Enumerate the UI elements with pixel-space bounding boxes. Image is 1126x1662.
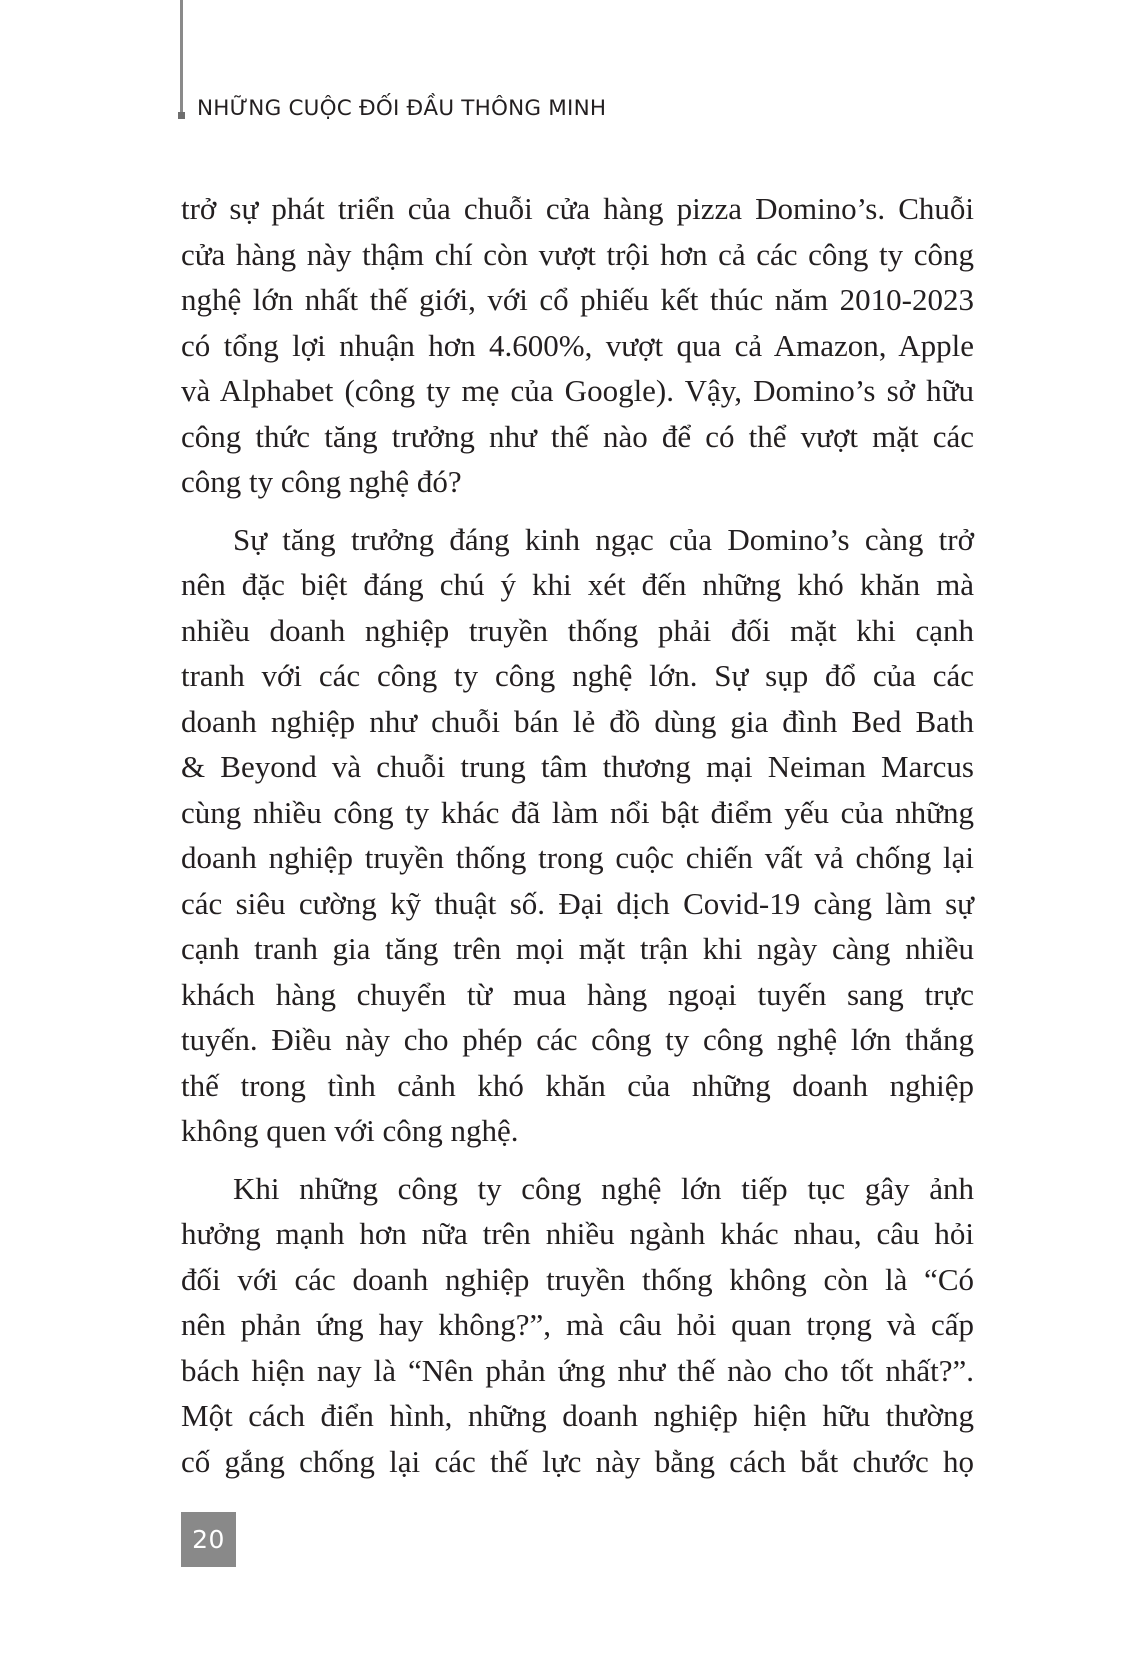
text-line: doanh nghiệp như chuỗi bán lẻ đồ dùng gia đình Bed Bath xyxy=(181,703,974,739)
text-line: & Beyond và chuỗi trung tâm thương mại Neiman Marcus xyxy=(181,749,974,784)
text-line: trở sự phát triển của chuỗi cửa hàng pizza Domino’s. Chuỗi xyxy=(181,191,974,226)
paragraph xyxy=(181,186,974,505)
text-line: bách hiện nay là “Nên phản ứng như thế nào cho tốt nhất?”. xyxy=(181,1352,974,1388)
text-line: và Alphabet (công ty mẹ của Google). Vậy, Domino’s sở hữu xyxy=(181,373,974,408)
body-text xyxy=(181,186,974,1496)
text-line: doanh nghiệp truyền thống trong cuộc chiến vất vả chống lại xyxy=(181,840,974,875)
text-line: khách hàng chuyển từ mua hàng ngoại tuyến sang trực xyxy=(181,976,974,1012)
text-line: Sự tăng trưởng đáng kinh ngạc của Domino’s càng trở xyxy=(233,521,974,557)
text-line: đối với các doanh nghiệp truyền thống không còn là “Có xyxy=(181,1261,974,1297)
text-line: các siêu cường kỹ thuật số. Đại dịch Covid-19 càng làm sự xyxy=(181,885,974,921)
text-line: nên phản ứng hay không?”, mà câu hỏi quan trọng và cấp xyxy=(181,1307,974,1342)
text-line: cạnh tranh gia tăng trên mọi mặt trận khi ngày càng nhiều xyxy=(181,931,974,966)
text-line: không quen với công nghệ. xyxy=(181,1113,519,1148)
text-line: công thức tăng trưởng như thế nào để có thể vượt mặt các xyxy=(181,418,974,454)
text-line: nên đặc biệt đáng chú ý khi xét đến những khó khăn mà xyxy=(181,567,974,602)
text-line: thế trong tình cảnh khó khăn của những doanh nghiệp xyxy=(181,1067,974,1103)
text-line: cố gắng chống lại các thế lực này bằng cách bắt chước họ xyxy=(181,1443,974,1479)
text-line: nghệ lớn nhất thế giới, với cổ phiếu kết thúc năm 2010-2023 xyxy=(181,282,974,317)
text-line: nhiều doanh nghiệp truyền thống phải đối mặt khi cạnh xyxy=(181,612,974,648)
running-head: NHỮNG CUỘC ĐỐI ĐẦU THÔNG MINH xyxy=(197,96,607,121)
header-rule xyxy=(180,0,183,118)
text-line: Khi những công ty công nghệ lớn tiếp tục gây ảnh xyxy=(233,1170,974,1206)
page-number-box xyxy=(181,1512,236,1567)
text-line: Một cách điển hình, những doanh nghiệp hiện hữu thường xyxy=(181,1398,974,1433)
text-line: cửa hàng này thậm chí còn vượt trội hơn cả các công ty công xyxy=(181,236,974,272)
text-line: hưởng mạnh hơn nữa trên nhiều ngành khác nhau, câu hỏi xyxy=(181,1216,974,1251)
text-line: tuyến. Điều này cho phép các công ty công nghệ lớn thắng xyxy=(181,1022,974,1057)
text-line: cùng nhiều công ty khác đã làm nổi bật điểm yếu của những xyxy=(181,794,974,830)
paragraph xyxy=(181,1166,974,1485)
header-rule-marker xyxy=(178,112,185,119)
text-line: có tổng lợi nhuận hơn 4.600%, vượt qua cả Amazon, Apple xyxy=(181,327,974,363)
text-line: công ty công nghệ đó? xyxy=(181,464,462,499)
paragraph xyxy=(181,517,974,1154)
page-number: 20 xyxy=(192,1525,225,1554)
text-line: tranh với các công ty công nghệ lớn. Sự sụp đổ của các xyxy=(181,658,974,693)
